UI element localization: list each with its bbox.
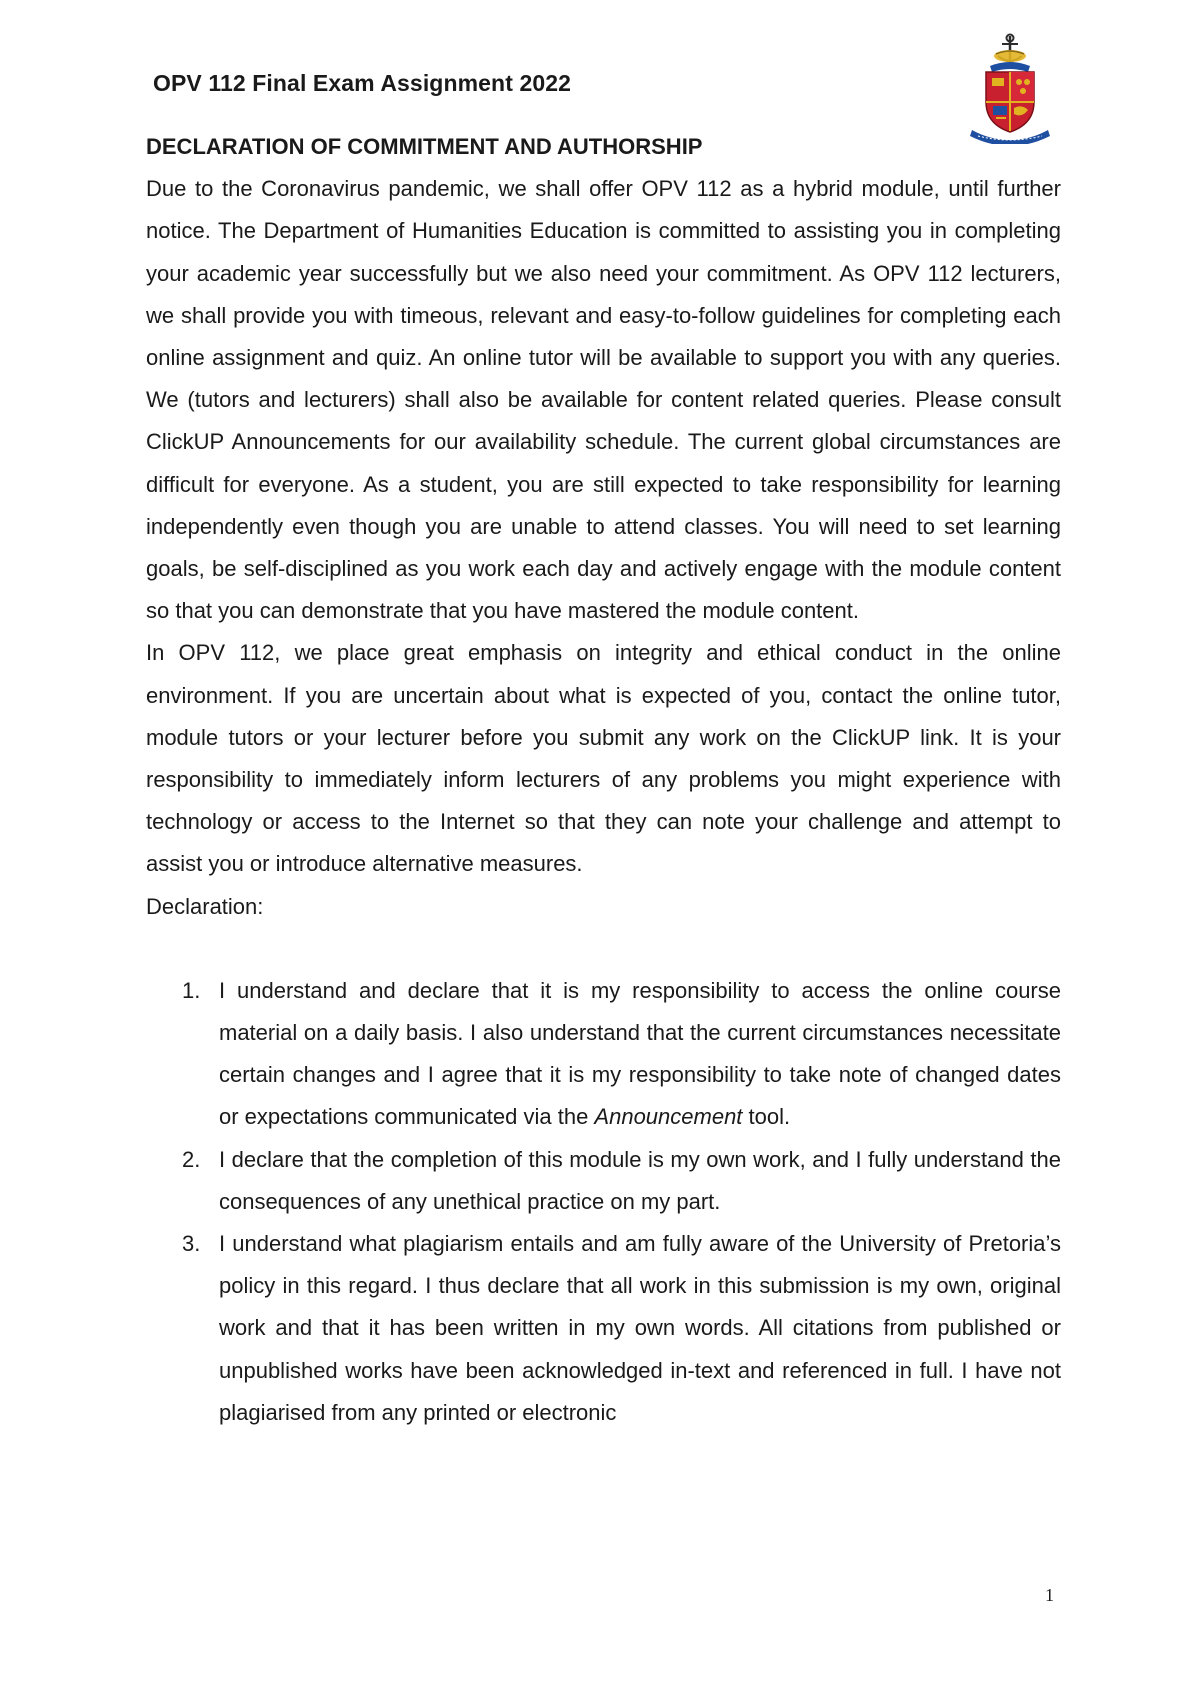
declaration-list — [146, 970, 1061, 1434]
list-item-emphasis: Announcement — [594, 1104, 743, 1130]
list-item-text: I understand what plagiarism entails and am fully aware of the University of Pretoria’s policy in this regard. I thus declare that all work in this submission is my own, original work and that it has been written in my own words. All citations from published or unpublished works have been acknowledged in-text and referenced in full. I have not plagiarised from any printed or electronic — [219, 1231, 1061, 1425]
list-item-number: 2. — [182, 1146, 201, 1172]
list-item-text: I understand and declare that it is my responsibility to access the online course material on a daily basis. I also understand that the current circumstances necessitate certain changes and I agree that it is my responsibility to take note of changed dates or expectations communicated via the — [219, 977, 1061, 1130]
crest-anchor — [994, 35, 1026, 63]
intro-paragraph: Due to the Coronavirus pandemic, we shall offer OPV 112 as a hybrid module, until further notice. The Department of Humanities Education is committed to assisting you in completing your academic year successfully but we also need your commitment. As OPV 112 lecturers, we shall provide you with timeous, relevant and easy-to-follow guidelines for completing each online assignment and quiz. An online tutor will be available to support you with any queries. We (tutors and lecturers) shall also be available for content related queries. Please consult ClickUP Announcements for our availability schedule. The current global circumstances are difficult for everyone. As a student, you are still expected to take responsibility for learning independently even though you are unable to attend classes. You will need to set learning goals, be self-disciplined as you work each day and actively engage with the module content so that you can demonstrate that you have mastered the module content. — [146, 176, 1061, 624]
document-title: OPV 112 Final Exam Assignment 2022 — [153, 70, 572, 96]
page-number: 1 — [1045, 1585, 1054, 1605]
integrity-paragraph: In OPV 112, we place great emphasis on integrity and ethical conduct in the online environment. If you are uncertain about what is expected of you, contact the online tutor, module tutors or your lecturer before you submit any work on the ClickUP link. It is your responsibility to immediately inform lecturers of any problems you might experience with technology or access to the Internet so that they can note your challenge and attempt to assist you or introduce alternative measures. — [146, 640, 1061, 877]
section-heading: DECLARATION OF COMMITMENT AND AUTHORSHIP — [146, 134, 703, 159]
list-item-text-end: tool. — [742, 1104, 791, 1130]
crest-wreath — [990, 62, 1030, 72]
crest-shield — [986, 72, 1034, 132]
list-item-text: I declare that the completion of this module is my own work, and I fully understand the consequences of any unethical practice on my part. — [219, 1146, 1061, 1214]
list-item — [146, 1223, 1061, 1434]
list-item-number: 3. — [182, 1231, 201, 1257]
document-body — [146, 126, 1061, 1434]
blank-line — [146, 928, 1061, 970]
list-item — [146, 970, 1061, 1139]
list-item — [146, 1139, 1061, 1223]
list-item-number: 1. — [182, 977, 201, 1003]
declaration-label: Declaration: — [146, 893, 264, 919]
